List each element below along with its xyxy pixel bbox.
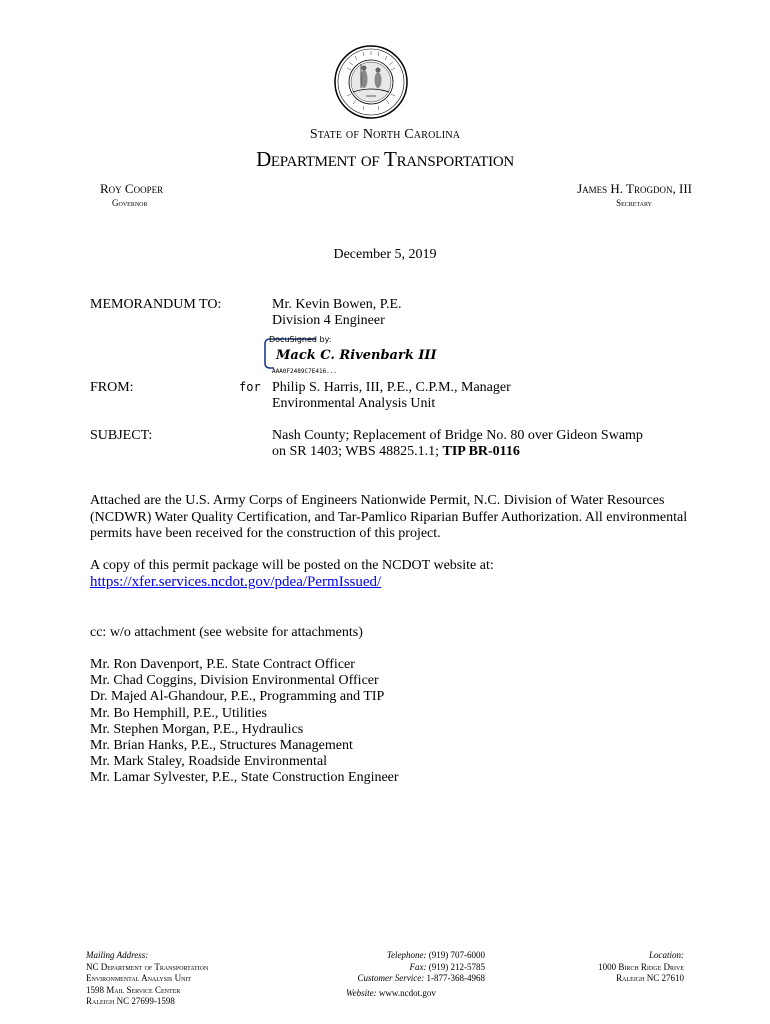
cc-list — [90, 657, 399, 787]
tip-number: TIP BR-0116 — [442, 444, 520, 459]
subject — [272, 428, 643, 460]
customer-service-label: Customer Service: — [357, 973, 425, 983]
footer-website — [346, 988, 436, 998]
website-label: Website: — [346, 988, 377, 998]
permit-link[interactable]: https://xfer.services.ncdot.gov/pdea/PermIssued/ — [90, 574, 382, 590]
state-seal — [333, 44, 409, 120]
from-line-2: Environmental Analysis Unit — [272, 396, 436, 411]
memo-date: December 5, 2019 — [333, 247, 437, 262]
customer-service-number: 1-877-368-4968 — [426, 973, 485, 983]
to-recipient — [272, 297, 402, 329]
to-line-1: Mr. Kevin Bowen, P.E. — [272, 297, 402, 312]
footer-contact — [305, 950, 485, 985]
location-label: Location: — [649, 950, 684, 960]
cc-item: Mr. Lamar Sylvester, P.E., State Construction Engineer — [90, 770, 399, 786]
footer-mailing — [86, 950, 208, 1008]
governor-title: Governor — [112, 198, 148, 208]
cc-item: Mr. Stephen Morgan, P.E., Hydraulics — [90, 721, 304, 737]
from-line-1: Philip S. Harris, III, P.E., C.P.M., Manager — [272, 380, 511, 395]
to-label: MEMORANDUM TO: — [90, 297, 222, 312]
cc-item: Dr. Majed Al-Ghandour, P.E., Programming and TIP — [90, 689, 385, 705]
from-sender — [272, 380, 511, 412]
body-paragraph-2: A copy of this permit package will be posted on the NCDOT website at: — [90, 558, 494, 573]
cc-item: Mr. Chad Coggins, Division Environmental Officer — [90, 673, 379, 689]
from-label: FROM: — [90, 380, 134, 395]
fax-label: Fax: — [409, 961, 427, 972]
footer-location — [598, 950, 684, 985]
cc-item: Mr. Mark Staley, Roadside Environmental — [90, 754, 328, 770]
telephone-label: Telephone: — [386, 950, 427, 960]
governor-name: Roy Cooper — [100, 181, 164, 196]
for-text: for — [239, 380, 261, 394]
cc-header: cc: w/o attachment (see website for attachments) — [90, 625, 363, 640]
mailing-line: 1598 Mail Service Center — [86, 984, 181, 995]
subject-line-1: Nash County; Replacement of Bridge No. 80 over Gideon Swamp — [272, 428, 643, 443]
to-line-2: Division 4 Engineer — [272, 313, 385, 328]
department-name: Department of Transportation — [256, 147, 514, 171]
mailing-line: NC Department of Transportation — [86, 961, 209, 972]
cc-item: Mr. Ron Davenport, P.E. State Contract Officer — [90, 657, 355, 672]
docusign-header: DocuSigned by: — [269, 335, 332, 344]
website-url: www.ncdot.gov — [378, 988, 436, 998]
subject-line-2 — [272, 444, 643, 460]
body-paragraph-1: Attached are the U.S. Army Corps of Engineers Nationwide Permit, N.C. Division of Water Resources (NCDWR) Water Quality Certification, and Tar-Pamlico Riparian Buffer Authorization. All environmental permits have been received for the construction of this project. — [90, 493, 688, 541]
docusign-id: AAA0F2489C7E416... — [272, 368, 338, 375]
cc-item: Mr. Bo Hemphill, P.E., Utilities — [90, 705, 267, 721]
mailing-label: Mailing Address: — [86, 950, 149, 960]
subject-label: SUBJECT: — [90, 428, 153, 443]
mailing-line: Raleigh NC 27699-1598 — [86, 996, 175, 1006]
secretary-title: Secretary — [616, 198, 652, 208]
fax-number: (919) 212-5785 — [428, 961, 485, 972]
cc-item: Mr. Brian Hanks, P.E., Structures Management — [90, 738, 353, 754]
secretary-name: James H. Trogdon, III — [577, 181, 692, 196]
subject-line-2-prefix: on SR 1403; WBS 48825.1.1; — [272, 444, 443, 459]
telephone-number: (919) 707-6000 — [428, 950, 485, 960]
location-line: 1000 Birch Ridge Drive — [598, 961, 684, 972]
location-line: Raleigh NC 27610 — [616, 973, 684, 983]
state-name: State of North Carolina — [309, 127, 461, 142]
signature: Mack C. Rivenbark III — [276, 348, 437, 363]
mailing-line: Environmental Analysis Unit — [86, 973, 192, 983]
